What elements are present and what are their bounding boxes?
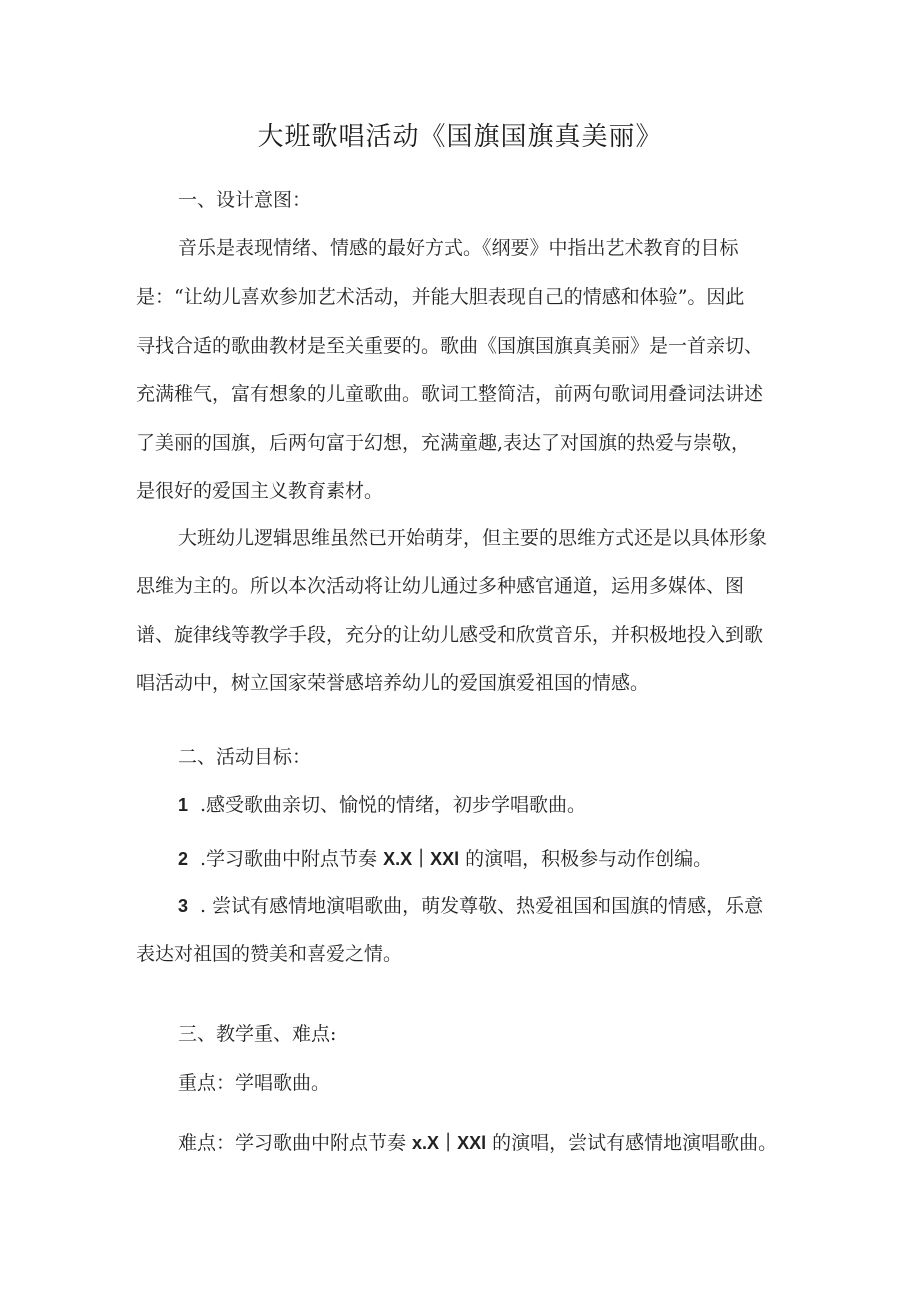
section-heading-design-intent: 一、设计意图： bbox=[178, 189, 312, 211]
goal-text: . 尝试有感情地演唱歌曲，萌发尊敬、热爱祖国和国旗的情感，乐意 bbox=[200, 895, 764, 917]
paragraph-line: 充满稚气，富有想象的儿童歌曲。歌词工整简洁，前两句歌词用叠词法讲述 bbox=[136, 383, 764, 405]
goal-item-1 bbox=[178, 791, 586, 819]
goal-number: 1 bbox=[178, 795, 189, 815]
difficulty-text: 难点：学习歌曲中附点节奏 bbox=[178, 1132, 413, 1154]
goal-item-3 bbox=[178, 892, 763, 920]
paragraph-line: 是很好的爱国主义教育素材。 bbox=[136, 480, 384, 502]
goal-text: .感受歌曲亲切、愉悦的情绪，初步学唱歌曲。 bbox=[200, 794, 587, 816]
paragraph-line: 唱活动中，树立国家荣誉感培养幼儿的爱国旗爱祖国的情感。 bbox=[136, 672, 650, 694]
goal-number: 2 bbox=[178, 849, 189, 869]
paragraph-line: 了美丽的国旗，后两句富于幻想，充满童趣,表达了对国旗的热爱与崇敬， bbox=[136, 432, 751, 454]
paragraph-line: 音乐是表现情绪、情感的最好方式。《纲要》中指出艺术教育的目标 bbox=[178, 237, 739, 259]
goal-number: 3 bbox=[178, 896, 189, 916]
document-title: 大班歌唱活动《国旗国旗真美丽》 bbox=[257, 122, 663, 152]
goal-item-2 bbox=[178, 845, 712, 873]
goal-text: 的演唱，积极参与动作创编。 bbox=[459, 848, 713, 870]
section-heading-activity-goals: 二、活动目标： bbox=[178, 746, 312, 768]
paragraph-line: 谱、旋律线等教学手段，充分的让幼儿感受和欣赏音乐，并积极地投入到歌 bbox=[136, 624, 764, 646]
paragraph-line: 思维为主的。所以本次活动将让幼儿通过多种感官通道，运用多媒体、图 bbox=[136, 575, 745, 597]
paragraph-line: 大班幼儿逻辑思维虽然已开始萌芽，但主要的思维方式还是以具体形象 bbox=[178, 527, 768, 549]
section-heading-key-difficult-points: 三、教学重、难点: bbox=[178, 1023, 337, 1045]
rhythm-notation: x.X｜XXl bbox=[412, 1133, 487, 1153]
goal-text: .学习歌曲中附点节奏 bbox=[200, 848, 384, 870]
paragraph-line: 是：“让幼儿喜欢参加艺术活动，并能大胆表现自己的情感和体验”。因此 bbox=[136, 286, 745, 308]
rhythm-notation: X.X｜XXl bbox=[383, 849, 460, 869]
difficulty-point bbox=[178, 1129, 777, 1157]
goal-text-continuation: 表达对祖国的赞美和喜爱之情。 bbox=[136, 943, 403, 965]
difficulty-text: 的演唱，尝试有感情地演唱歌曲。 bbox=[486, 1132, 778, 1154]
paragraph-line: 寻找合适的歌曲教材是至关重要的。歌曲《国旗国旗真美丽》是一首亲切、 bbox=[136, 335, 764, 357]
key-point: 重点：学唱歌曲。 bbox=[178, 1072, 331, 1094]
